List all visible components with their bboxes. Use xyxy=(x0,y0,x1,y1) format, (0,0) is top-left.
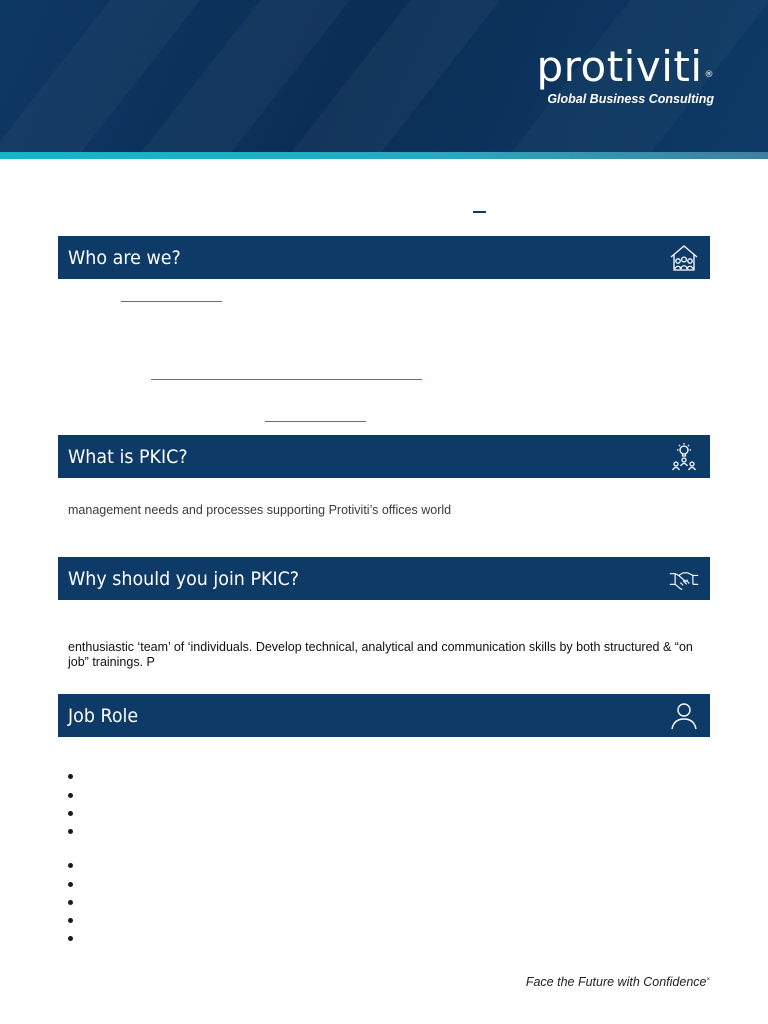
handshake-icon xyxy=(668,563,700,595)
footer-mark: × xyxy=(706,976,710,983)
list-item xyxy=(68,918,73,923)
list-item xyxy=(68,811,73,816)
list-item xyxy=(68,774,73,779)
title-dash xyxy=(473,211,486,213)
pkic-description: management needs and processes supporting Protiviti’s offices world xyxy=(68,503,452,517)
person-icon xyxy=(668,700,700,732)
list-item xyxy=(68,829,73,834)
footer-tagline xyxy=(526,975,710,989)
logo-wordmark: protiviti xyxy=(536,42,703,91)
section-who-are-we xyxy=(58,236,710,279)
who-link-2[interactable] xyxy=(151,379,422,380)
section-what-is-pkic xyxy=(58,435,710,478)
section-title-why: Why should you join PKIC? xyxy=(68,567,300,590)
list-item xyxy=(68,793,73,798)
registered-mark: ® xyxy=(704,70,714,80)
list-item xyxy=(68,900,73,905)
list-item xyxy=(68,882,73,887)
who-link-3[interactable] xyxy=(265,421,366,422)
logo-tagline: Global Business Consulting xyxy=(547,92,714,106)
section-job-role xyxy=(58,694,710,737)
why-description: enthusiastic ‘team’ of ‘individuals. Develop technical, analytical and communication skills by both structured & “on job” trainings. P xyxy=(68,640,693,669)
section-title-who: Who are we? xyxy=(68,246,181,269)
footer-tagline-text: Face the Future with Confidence xyxy=(525,975,707,989)
list-item xyxy=(68,863,73,868)
protiviti-logo xyxy=(537,44,715,106)
idea-group-icon xyxy=(668,441,700,473)
list-item xyxy=(68,936,73,941)
section-why-join xyxy=(58,557,710,600)
who-link-1[interactable] xyxy=(121,301,222,302)
team-house-icon xyxy=(668,242,700,274)
header-banner xyxy=(0,0,768,152)
section-title-pkic: What is PKIC? xyxy=(68,445,188,468)
header-accent-bar xyxy=(0,152,768,159)
section-title-role: Job Role xyxy=(68,704,139,727)
